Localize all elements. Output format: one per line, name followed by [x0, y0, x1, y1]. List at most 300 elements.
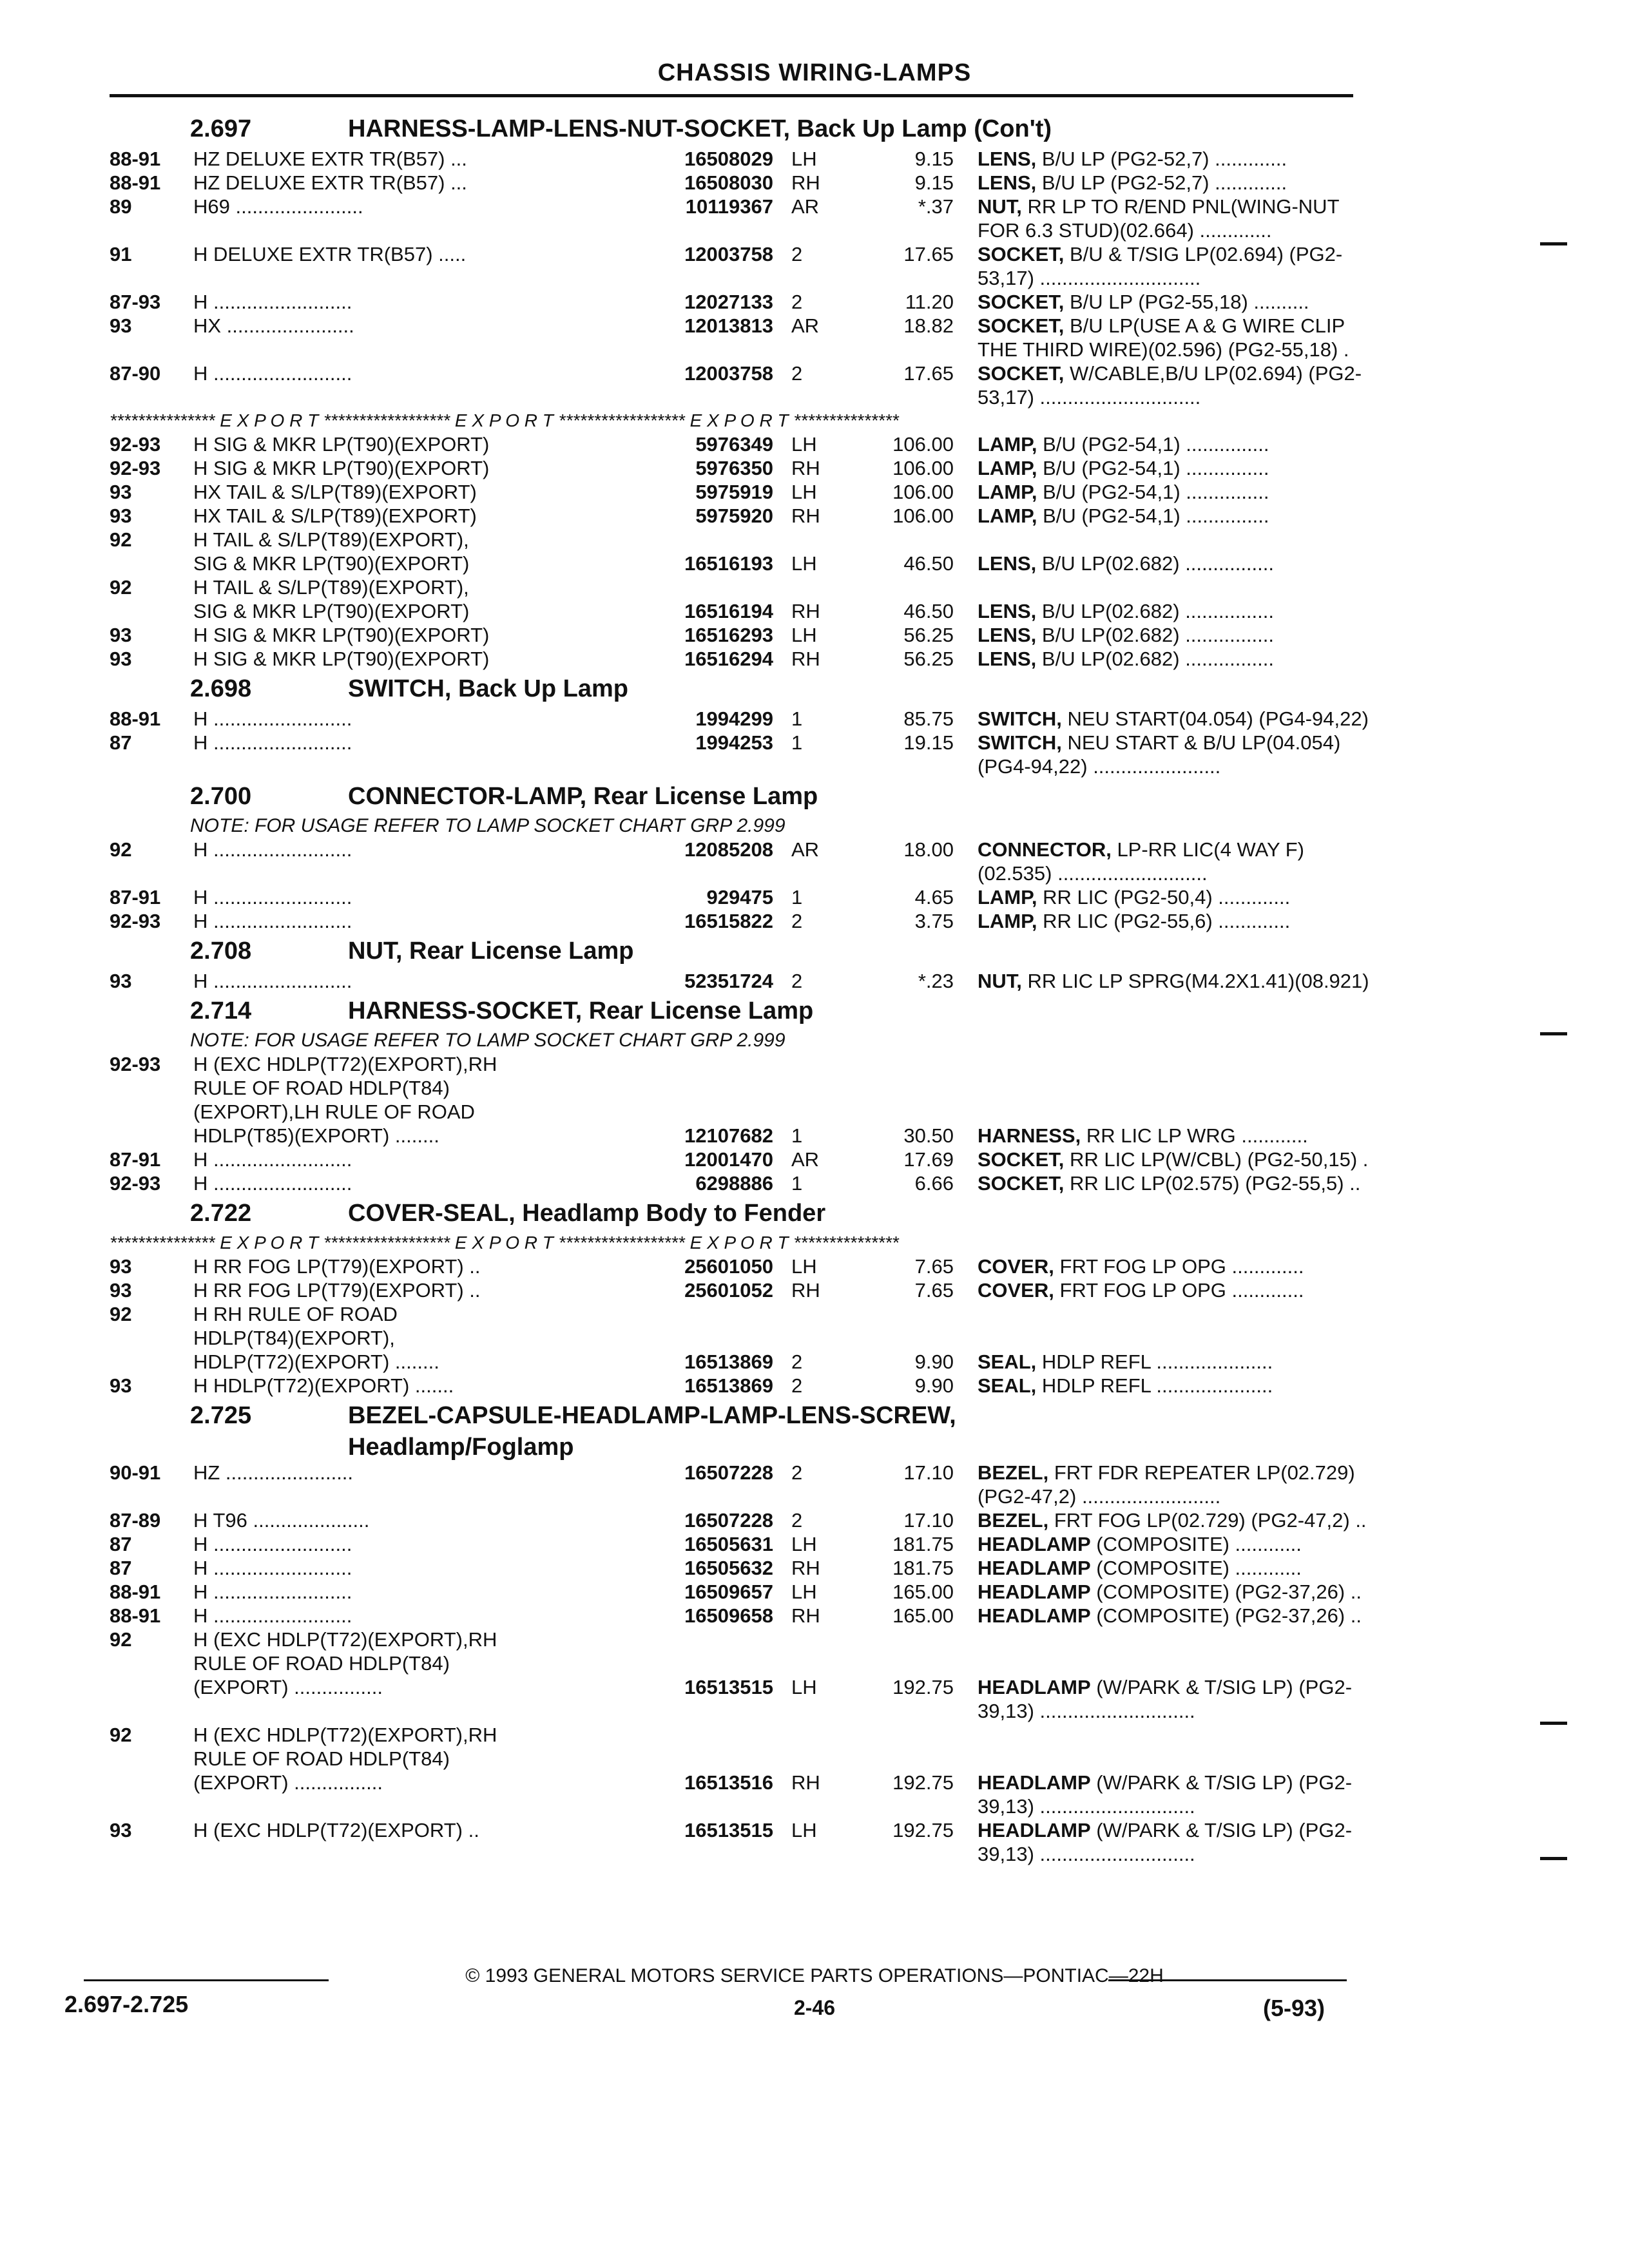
quantity: LH: [791, 624, 817, 646]
group-title: HARNESS-SOCKET, Rear License Lamp: [348, 997, 814, 1024]
usage-description: (EXPORT) ................: [193, 1676, 383, 1698]
part-name: COVER, FRT FOG LP OPG .............: [978, 1279, 1304, 1302]
price: 11.20: [905, 291, 954, 313]
parts-row: [110, 361, 1362, 385]
footer-copyright: © 1993 GENERAL MOTORS SERVICE PARTS OPERATIONS—PONTIAC—22H: [465, 1965, 1164, 1986]
part-name-keyword: COVER,: [978, 1255, 1054, 1278]
model-year: 92-93: [110, 1053, 161, 1075]
part-number: 5976349: [695, 433, 773, 456]
part-name-keyword: HEADLAMP: [978, 1676, 1091, 1698]
group-number: 2.722: [190, 1200, 252, 1227]
part-name: LAMP, B/U (PG2-54,1) ...............: [978, 481, 1269, 503]
parts-row: [110, 1485, 1347, 1508]
parts-row: [110, 1651, 1347, 1675]
price: 56.25: [903, 624, 954, 646]
margin-tick: [1540, 1857, 1567, 1860]
usage-description: H RR FOG LP(T79)(EXPORT) ..: [193, 1255, 481, 1278]
part-name: HARNESS, RR LIC LP WRG ............: [978, 1124, 1308, 1147]
part-name-keyword: CONNECTOR,: [978, 838, 1112, 861]
usage-description: HZ DELUXE EXTR TR(B57) ...: [193, 148, 467, 170]
model-year: 93: [110, 970, 132, 992]
part-name-keyword: LENS,: [978, 148, 1037, 170]
price: 9.90: [914, 1350, 954, 1373]
price: 6.66: [914, 1172, 954, 1195]
price: 46.50: [903, 552, 954, 575]
model-year: 93: [110, 648, 132, 670]
part-name-keyword: HEADLAMP: [978, 1604, 1091, 1627]
part-number: 16508030: [684, 171, 773, 194]
price: 46.50: [903, 600, 954, 622]
usage-description: H T96 .....................: [193, 1509, 370, 1532]
usage-description: H SIG & MKR LP(T90)(EXPORT): [193, 624, 490, 646]
part-name: BEZEL, FRT FOG LP(02.729) (PG2-47,2) ..: [978, 1509, 1367, 1532]
part-number: 12085208: [684, 838, 773, 861]
price: 17.65: [903, 243, 954, 265]
group-number: 2.700: [190, 783, 252, 810]
parts-row: [110, 1818, 1353, 1842]
part-name: LENS, B/U LP(02.682) ................: [978, 600, 1274, 622]
parts-row: [110, 456, 1347, 480]
part-name: LENS, B/U LP(02.682) ................: [978, 648, 1274, 670]
usage-description: H HDLP(T72)(EXPORT) .......: [193, 1374, 454, 1397]
parts-row: [110, 623, 1347, 647]
usage-description: HX TAIL & S/LP(T89)(EXPORT): [193, 505, 477, 527]
group-subtitle: Back Up Lamp: [451, 675, 628, 702]
part-name: SOCKET, B/U & T/SIG LP(02.694) (PG2-: [978, 243, 1343, 265]
part-name-keyword: HEADLAMP: [978, 1533, 1091, 1555]
part-name: LAMP, B/U (PG2-54,1) ...............: [978, 433, 1269, 456]
part-name: NUT, RR LIC LP SPRG(M4.2X1.41)(08.921): [978, 970, 1369, 992]
part-name-keyword: LENS,: [978, 600, 1037, 622]
part-name-keyword: NUT,: [978, 970, 1022, 992]
quantity: RH: [791, 1279, 820, 1302]
part-number: 16513516: [684, 1771, 773, 1794]
part-name-keyword: SOCKET,: [978, 314, 1065, 337]
price: 7.65: [914, 1279, 954, 1302]
part-name: SOCKET, RR LIC LP(W/CBL) (PG2-50,15) .: [978, 1148, 1369, 1171]
price: 17.69: [903, 1148, 954, 1171]
price: 56.25: [903, 648, 954, 670]
usage-description: HX TAIL & S/LP(T89)(EXPORT): [193, 481, 477, 503]
quantity: RH: [791, 1604, 820, 1627]
model-year: 92-93: [110, 910, 161, 932]
parts-row: [110, 242, 1347, 266]
group-title-line: Headlamp/Foglamp: [348, 1434, 574, 1461]
parts-row: [110, 290, 1347, 314]
parts-row: [110, 504, 1347, 528]
model-year: 92: [110, 1303, 132, 1325]
part-name-keyword: SWITCH,: [978, 731, 1062, 754]
quantity: 2: [791, 291, 803, 313]
model-year: 87: [110, 731, 132, 754]
model-year: 89: [110, 195, 132, 218]
parts-row: [110, 1374, 1347, 1398]
part-number: 16516294: [684, 648, 773, 670]
part-number: 16507228: [684, 1461, 773, 1484]
usage-description: H RH RULE OF ROAD: [193, 1303, 398, 1325]
part-name-keyword: HARNESS,: [978, 1124, 1081, 1147]
parts-row: [110, 1100, 1347, 1124]
part-number: 25601050: [684, 1255, 773, 1278]
part-name: (PG2-47,2) .........................: [978, 1485, 1221, 1508]
price: 181.75: [892, 1557, 954, 1579]
part-name: SWITCH, NEU START & B/U LP(04.054): [978, 731, 1341, 754]
part-name-keyword: HEADLAMP: [978, 1581, 1091, 1603]
quantity: 1: [791, 707, 803, 730]
parts-row: [110, 528, 1347, 552]
group-header: [110, 1398, 1347, 1434]
part-number: 16515822: [684, 910, 773, 932]
model-year: 93: [110, 314, 132, 337]
part-name: HEADLAMP (W/PARK & T/SIG LP) (PG2-: [978, 1819, 1353, 1841]
usage-description: H .........................: [193, 707, 352, 730]
part-number: 16509658: [684, 1604, 773, 1627]
usage-description: H (EXC HDLP(T72)(EXPORT),RH: [193, 1724, 497, 1746]
quantity: LH: [791, 1676, 817, 1698]
quantity: 1: [791, 886, 803, 908]
quantity: LH: [791, 148, 817, 170]
usage-description: SIG & MKR LP(T90)(EXPORT): [193, 552, 470, 575]
part-name-keyword: BEZEL,: [978, 1509, 1049, 1532]
parts-row: [110, 599, 1347, 623]
part-name-keyword: SOCKET,: [978, 1172, 1065, 1195]
parts-row: [110, 266, 1347, 290]
part-name-keyword: NUT,: [978, 195, 1022, 218]
usage-description: H (EXC HDLP(T72)(EXPORT),RH: [193, 1628, 497, 1651]
usage-description: RULE OF ROAD HDLP(T84): [193, 1652, 450, 1675]
price: 9.15: [914, 171, 954, 194]
group-header: [110, 671, 1347, 707]
model-year: 92: [110, 838, 132, 861]
part-name: HEADLAMP (W/PARK & T/SIG LP) (PG2-: [978, 1771, 1353, 1794]
group-subtitle: Rear License Lamp: [582, 997, 814, 1024]
usage-description: H .........................: [193, 838, 352, 861]
part-name-keyword: LENS,: [978, 624, 1037, 646]
group-header: [110, 1195, 1347, 1231]
usage-description: H .........................: [193, 1557, 352, 1579]
part-name: 53,17) .............................: [978, 267, 1201, 289]
quantity: RH: [791, 600, 820, 622]
quantity: 2: [791, 243, 803, 265]
export-banner: [110, 1231, 1347, 1254]
parts-list: [110, 111, 1369, 1866]
parts-row: [110, 552, 1347, 575]
quantity: 2: [791, 970, 803, 992]
usage-description: H69 .......................: [193, 195, 363, 218]
usage-description: H .........................: [193, 970, 352, 992]
quantity: RH: [791, 457, 820, 479]
group-number: 2.708: [190, 937, 252, 965]
part-name-keyword: LAMP,: [978, 481, 1037, 503]
model-year: 93: [110, 1279, 132, 1302]
usage-description: (EXPORT) ................: [193, 1771, 383, 1794]
usage-description: H .........................: [193, 1533, 352, 1555]
part-name-keyword: SEAL,: [978, 1374, 1037, 1397]
quantity: RH: [791, 1557, 820, 1579]
price: *.23: [918, 970, 954, 992]
parts-row: [110, 1461, 1355, 1485]
part-name: CONNECTOR, LP-RR LIC(4 WAY F): [978, 838, 1304, 861]
price: 17.65: [903, 362, 954, 385]
quantity: LH: [791, 1581, 817, 1603]
part-name-keyword: SEAL,: [978, 1350, 1037, 1373]
model-year: 92: [110, 576, 132, 599]
usage-description: H .........................: [193, 886, 352, 908]
part-name: LAMP, B/U (PG2-54,1) ...............: [978, 505, 1269, 527]
footer-range: 2.697-2.725: [64, 1991, 189, 2017]
model-year: 92-93: [110, 457, 161, 479]
part-number: 12013813: [684, 314, 773, 337]
parts-row: [110, 754, 1347, 778]
parts-row: [110, 575, 1347, 599]
part-name-keyword: HEADLAMP: [978, 1771, 1091, 1794]
part-number: 16505631: [684, 1533, 773, 1555]
part-number: 16513515: [684, 1819, 773, 1841]
price: 3.75: [914, 910, 954, 932]
part-name: FOR 6.3 STUD)(02.664) .............: [978, 219, 1272, 242]
usage-description: H .........................: [193, 910, 352, 932]
model-year: 92: [110, 1724, 132, 1746]
model-year: 88-91: [110, 1604, 161, 1627]
part-name: SWITCH, NEU START(04.054) (PG4-94,22): [978, 707, 1369, 730]
model-year: 92-93: [110, 433, 161, 456]
group-title: HARNESS-LAMP-LENS-NUT-SOCKET, Back Up Lamp (Con't): [348, 115, 1052, 142]
usage-description: H DELUXE EXTR TR(B57) .....: [193, 243, 467, 265]
part-name: 39,13) ............................: [978, 1700, 1195, 1722]
quantity: 1: [791, 731, 803, 754]
part-number: 16507228: [684, 1509, 773, 1532]
part-number: 16516193: [684, 552, 773, 575]
parts-row: [110, 1350, 1347, 1374]
price: 85.75: [903, 707, 954, 730]
group-subtitle: Rear License Lamp: [402, 937, 634, 965]
parts-row: [110, 1580, 1362, 1604]
part-name: COVER, FRT FOG LP OPG .............: [978, 1255, 1304, 1278]
parts-row: [110, 1604, 1362, 1628]
model-year: 92-93: [110, 1172, 161, 1195]
part-name: 53,17) .............................: [978, 386, 1201, 408]
group-title: SWITCH, Back Up Lamp: [348, 675, 628, 702]
model-year: 88-91: [110, 148, 161, 170]
parts-row: [110, 1771, 1353, 1794]
model-year: 87-91: [110, 1148, 161, 1171]
quantity: 2: [791, 362, 803, 385]
quantity: LH: [791, 433, 817, 456]
margin-tick: [1540, 242, 1567, 245]
footer-page-number: 2-46: [793, 1996, 836, 2019]
export-banner: [110, 409, 1347, 432]
price: 192.75: [892, 1771, 954, 1794]
parts-row: [110, 480, 1347, 504]
part-name: BEZEL, FRT FDR REPEATER LP(02.729): [978, 1461, 1355, 1484]
part-number: 16508029: [684, 148, 773, 170]
usage-description: HZ .......................: [193, 1461, 354, 1484]
part-name-keyword: HEADLAMP: [978, 1819, 1091, 1841]
usage-description: H TAIL & S/LP(T89)(EXPORT),: [193, 528, 469, 551]
model-year: 90-91: [110, 1461, 161, 1484]
parts-row: [110, 885, 1347, 909]
part-number: 1994253: [695, 731, 773, 754]
quantity: AR: [791, 1148, 820, 1171]
parts-row: [110, 707, 1369, 731]
quantity: AR: [791, 838, 820, 861]
quantity: LH: [791, 552, 817, 575]
price: 30.50: [903, 1124, 954, 1147]
parts-row: [110, 432, 1347, 456]
parts-row: [110, 1124, 1347, 1148]
usage-description: H SIG & MKR LP(T90)(EXPORT): [193, 457, 490, 479]
parts-row: [110, 1254, 1347, 1278]
usage-description: H SIG & MKR LP(T90)(EXPORT): [193, 648, 490, 670]
quantity: 2: [791, 1509, 803, 1532]
usage-description: H .........................: [193, 731, 352, 754]
part-number: 12027133: [684, 291, 773, 313]
part-number: 16513515: [684, 1676, 773, 1698]
quantity: 2: [791, 1374, 803, 1397]
part-name-keyword: LENS,: [978, 648, 1037, 670]
price: 165.00: [892, 1581, 954, 1603]
part-number: 52351724: [684, 970, 773, 992]
quantity: AR: [791, 195, 820, 218]
quantity: AR: [791, 314, 820, 337]
group-header: [110, 111, 1347, 147]
part-number: 5975920: [695, 505, 773, 527]
part-name: SOCKET, W/CABLE,B/U LP(02.694) (PG2-: [978, 362, 1362, 385]
part-name: HEADLAMP (COMPOSITE) (PG2-37,26) ..: [978, 1604, 1362, 1627]
part-name-keyword: LAMP,: [978, 433, 1037, 456]
quantity: RH: [791, 1771, 820, 1794]
part-name-keyword: SWITCH,: [978, 707, 1062, 730]
usage-description: RULE OF ROAD HDLP(T84): [193, 1747, 450, 1770]
usage-description: HDLP(T72)(EXPORT) ........: [193, 1350, 439, 1373]
parts-row: [110, 1508, 1367, 1532]
part-name: LAMP, B/U (PG2-54,1) ...............: [978, 457, 1269, 479]
parts-row: [110, 1723, 1347, 1747]
part-number: 5976350: [695, 457, 773, 479]
group-number: 2.714: [190, 997, 252, 1024]
usage-description: HZ DELUXE EXTR TR(B57) ...: [193, 171, 467, 194]
part-name-keyword: SOCKET,: [978, 1148, 1065, 1171]
usage-description: HDLP(T84)(EXPORT),: [193, 1327, 395, 1349]
price: 106.00: [892, 505, 954, 527]
part-name: LENS, B/U LP(02.682) ................: [978, 552, 1274, 575]
quantity: RH: [791, 648, 820, 670]
parts-row: [110, 171, 1347, 195]
parts-row: [110, 1699, 1347, 1723]
page-title: CHASSIS WIRING-LAMPS: [657, 59, 972, 86]
group-number: 2.725: [190, 1402, 252, 1429]
model-year: 87-90: [110, 362, 161, 385]
price: 106.00: [892, 457, 954, 479]
parts-row: [110, 218, 1347, 242]
quantity: RH: [791, 505, 820, 527]
price: 192.75: [892, 1676, 954, 1698]
quantity: 2: [791, 1461, 803, 1484]
group-title: COVER-SEAL, Headlamp Body to Fender: [348, 1200, 826, 1227]
group-subtitle: Back Up Lamp (Con't): [790, 115, 1052, 142]
part-name-keyword: SOCKET,: [978, 362, 1065, 385]
part-number: 1994299: [695, 707, 773, 730]
group-title: NUT, Rear License Lamp: [348, 937, 634, 965]
usage-note: [110, 1029, 1347, 1052]
group-title: BEZEL-CAPSULE-HEADLAMP-LAMP-LENS-SCREW,: [348, 1402, 956, 1429]
margin-tick: [1540, 1032, 1567, 1035]
parts-row: [110, 731, 1347, 754]
parts-row: [110, 195, 1347, 218]
part-name: LAMP, RR LIC (PG2-50,4) .............: [978, 886, 1291, 908]
part-name: (PG4-94,22) .......................: [978, 755, 1221, 778]
part-name: 39,13) ............................: [978, 1843, 1195, 1865]
group-title-continuation: [110, 1434, 1347, 1461]
usage-description: H .........................: [193, 362, 352, 385]
part-name: SOCKET, RR LIC LP(02.575) (PG2-55,5) ..: [978, 1172, 1361, 1195]
parts-row: [110, 1076, 1347, 1100]
part-name-keyword: HEADLAMP: [978, 1557, 1091, 1579]
model-year: 93: [110, 481, 132, 503]
part-name: HEADLAMP (COMPOSITE) (PG2-37,26) ..: [978, 1581, 1362, 1603]
usage-description: HDLP(T85)(EXPORT) ........: [193, 1124, 439, 1147]
title-rule: [110, 94, 1353, 97]
part-name: SEAL, HDLP REFL .....................: [978, 1350, 1273, 1373]
usage-description: H (EXC HDLP(T72)(EXPORT),RH: [193, 1053, 497, 1075]
model-year: 87: [110, 1533, 132, 1555]
quantity: LH: [791, 481, 817, 503]
group-number: 2.697: [190, 115, 252, 142]
quantity: 2: [791, 910, 803, 932]
part-name-keyword: BEZEL,: [978, 1461, 1049, 1484]
parts-row: [110, 909, 1347, 933]
parts-row: [110, 385, 1347, 409]
part-name-keyword: LAMP,: [978, 910, 1037, 932]
quantity: 2: [791, 1350, 803, 1373]
group-header: [110, 778, 1347, 814]
export-banner-text: *************** E X P O R T ****************** E X P O R T ****************** E X P O R T ***************: [110, 410, 899, 430]
part-number: 16509657: [684, 1581, 773, 1603]
part-number: 16516293: [684, 624, 773, 646]
usage-description: H .........................: [193, 291, 352, 313]
part-name: HEADLAMP (COMPOSITE) ............: [978, 1533, 1302, 1555]
model-year: 87-89: [110, 1509, 161, 1532]
margin-tick: [1540, 1722, 1567, 1725]
part-name: LENS, B/U LP(02.682) ................: [978, 624, 1274, 646]
price: 181.75: [892, 1533, 954, 1555]
usage-note-text: NOTE: FOR USAGE REFER TO LAMP SOCKET CHART GRP 2.999: [190, 1030, 786, 1051]
price: 192.75: [892, 1819, 954, 1841]
price: 17.10: [903, 1509, 954, 1532]
parts-row: [110, 647, 1347, 671]
usage-description: H SIG & MKR LP(T90)(EXPORT): [193, 433, 490, 456]
parts-row: [110, 1794, 1347, 1818]
part-name: 39,13) ............................: [978, 1795, 1195, 1818]
quantity: LH: [791, 1533, 817, 1555]
model-year: 93: [110, 624, 132, 646]
part-number: 12001470: [684, 1148, 773, 1171]
parts-row: [110, 1628, 1347, 1651]
part-name: NUT, RR LP TO R/END PNL(WING-NUT: [978, 195, 1340, 218]
model-year: 91: [110, 243, 132, 265]
quantity: 1: [791, 1124, 803, 1147]
part-name-keyword: LAMP,: [978, 886, 1037, 908]
parts-row: [110, 1747, 1347, 1771]
usage-description: H .........................: [193, 1581, 352, 1603]
price: 165.00: [892, 1604, 954, 1627]
parts-row: [110, 147, 1347, 171]
part-name: SEAL, HDLP REFL .....................: [978, 1374, 1273, 1397]
model-year: 93: [110, 505, 132, 527]
price: 106.00: [892, 481, 954, 503]
part-name-keyword: SOCKET,: [978, 243, 1065, 265]
usage-description: H TAIL & S/LP(T89)(EXPORT),: [193, 576, 469, 599]
